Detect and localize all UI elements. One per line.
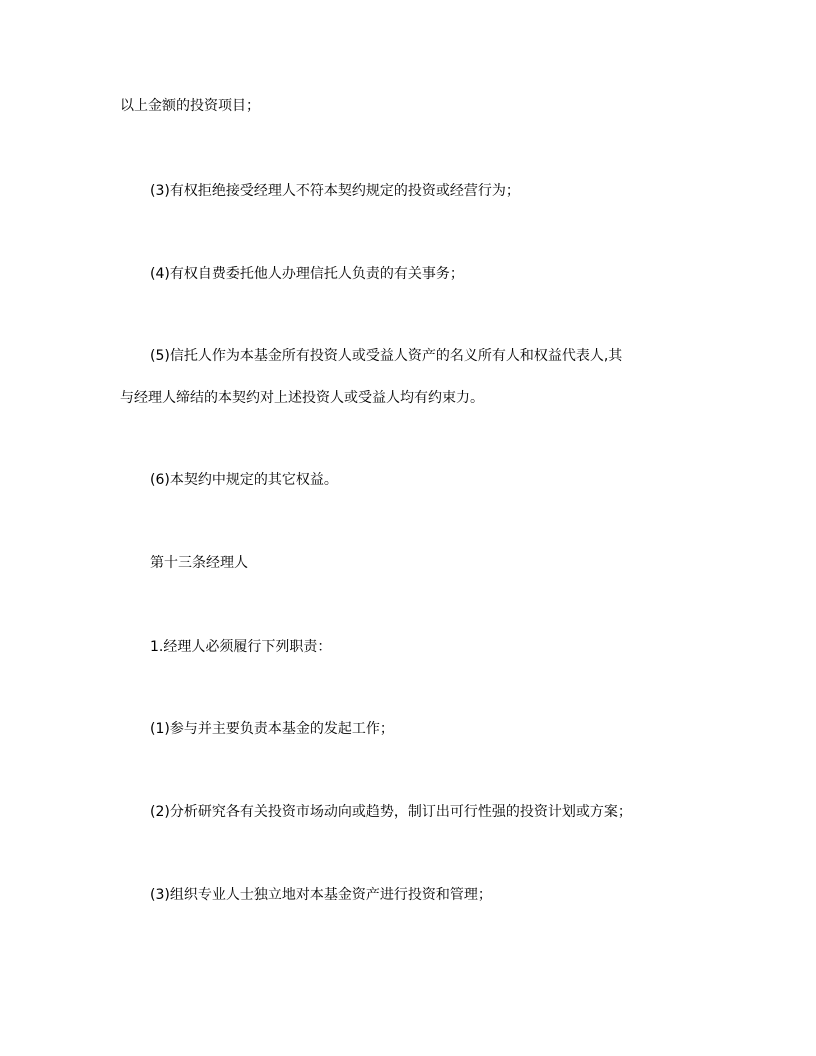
clause-6-other-rights: (6)本契约中规定的其它权益。 bbox=[150, 472, 338, 488]
clause-5-nominal-owner-line-1: (5)信托人作为本基金所有投资人或受益人资产的名义所有人和权益代表人,其 bbox=[150, 348, 623, 364]
section-1-manager-duties: 1.经理人必须履行下列职责： bbox=[150, 639, 332, 655]
paragraph-continuation-investment-items: 以上金额的投资项目； bbox=[120, 98, 260, 114]
clause-5-nominal-owner-line-2: 与经理人缔结的本契约对上述投资人或受益人均有约束力。 bbox=[120, 390, 484, 406]
duty-2-market-analysis: (2)分析研究各有关投资市场动向或趋势，制订出可行性强的投资计划或方案； bbox=[150, 804, 632, 820]
clause-4-right-to-delegate: (4)有权自费委托他人办理信托人负责的有关事务； bbox=[150, 266, 464, 282]
duty-1-initiation: (1)参与并主要负责本基金的发起工作； bbox=[150, 721, 394, 737]
clause-3-right-to-reject: (3)有权拒绝接受经理人不符本契约规定的投资或经营行为； bbox=[150, 183, 520, 199]
duty-3-asset-management: (3)组织专业人士独立地对本基金资产进行投资和管理； bbox=[150, 887, 492, 903]
article-13-heading: 第十三条经理人 bbox=[150, 555, 248, 571]
